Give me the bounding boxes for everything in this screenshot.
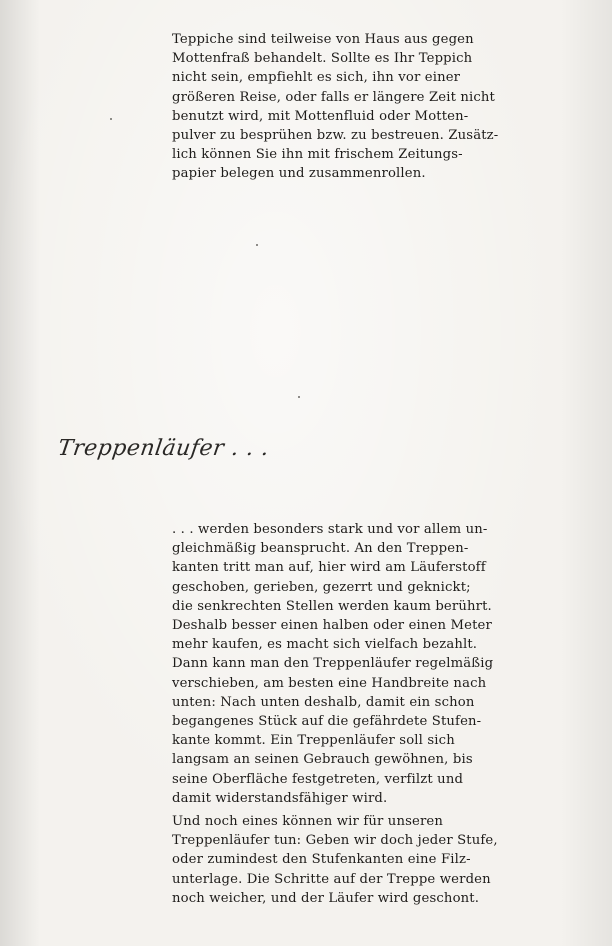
text-line: Dann kann man den Treppenläufer regelmäßig bbox=[172, 656, 494, 672]
text-line: unten: Nach unten deshalb, damit ein schon bbox=[172, 694, 475, 710]
text-line: benutzt wird, mit Mottenfluid oder Motten- bbox=[172, 108, 469, 124]
text-line: oder zumindest den Stufenkanten eine Filz- bbox=[172, 852, 471, 868]
text-line: noch weicher, und der Läufer wird geschont. bbox=[172, 890, 480, 906]
text-line: seine Oberfläche festgetreten, verfilzt und bbox=[172, 771, 464, 787]
text-line: Treppenläufer tun: Geben wir doch jeder Stufe, bbox=[172, 833, 498, 849]
text-line: kanten tritt man auf, hier wird am Läuferstoff bbox=[172, 560, 486, 576]
text-line: verschieben, am besten eine Handbreite nach bbox=[172, 675, 487, 691]
text-line: gleichmäßig beansprucht. An den Treppen- bbox=[172, 541, 469, 557]
text-line: die senkrechten Stellen werden kaum berührt. bbox=[172, 598, 492, 614]
text-line: geschoben, gerieben, gezerrt und geknickt; bbox=[172, 579, 471, 595]
text-line: Deshalb besser einen halben oder einen Meter bbox=[172, 618, 492, 634]
text-line: größeren Reise, oder falls er längere Zeit nicht bbox=[172, 89, 496, 105]
text-line: Und noch eines können wir für unseren bbox=[172, 814, 444, 829]
body-paragraph-2 bbox=[172, 812, 498, 908]
text-line: . . . werden besonders stark und vor allem un- bbox=[172, 522, 488, 537]
intro-paragraph bbox=[172, 30, 498, 184]
body-paragraph-1 bbox=[172, 520, 493, 808]
text-line: nicht sein, empfiehlt es sich, ihn vor einer bbox=[172, 70, 461, 86]
text-line: unterlage. Die Schritte auf der Treppe werden bbox=[172, 871, 491, 887]
text-line: damit widerstandsfähiger wird. bbox=[172, 790, 388, 806]
text-line: langsam an seinen Gebrauch gewöhnen, bis bbox=[172, 752, 473, 768]
print-speck bbox=[110, 118, 112, 120]
text-line: lich können Sie ihn mit frischem Zeitungs- bbox=[172, 147, 463, 163]
text-line: begangenes Stück auf die gefährdete Stufen- bbox=[172, 714, 482, 730]
section-heading-handwritten: Treppenläufer . . . bbox=[56, 436, 271, 461]
text-line: mehr kaufen, es macht sich vielfach bezahlt. bbox=[172, 637, 478, 653]
text-line: Teppiche sind teilweise von Haus aus gegen bbox=[172, 32, 474, 47]
text-line: kante kommt. Ein Treppenläufer soll sich bbox=[172, 733, 455, 749]
text-line: pulver zu besprühen bzw. zu bestreuen. Zusätz- bbox=[172, 128, 499, 144]
text-line: papier belegen und zusammenrollen. bbox=[172, 166, 426, 182]
text-line: Mottenfraß behandelt. Sollte es Ihr Teppich bbox=[172, 51, 473, 67]
print-speck bbox=[298, 396, 300, 398]
print-speck bbox=[256, 244, 258, 246]
